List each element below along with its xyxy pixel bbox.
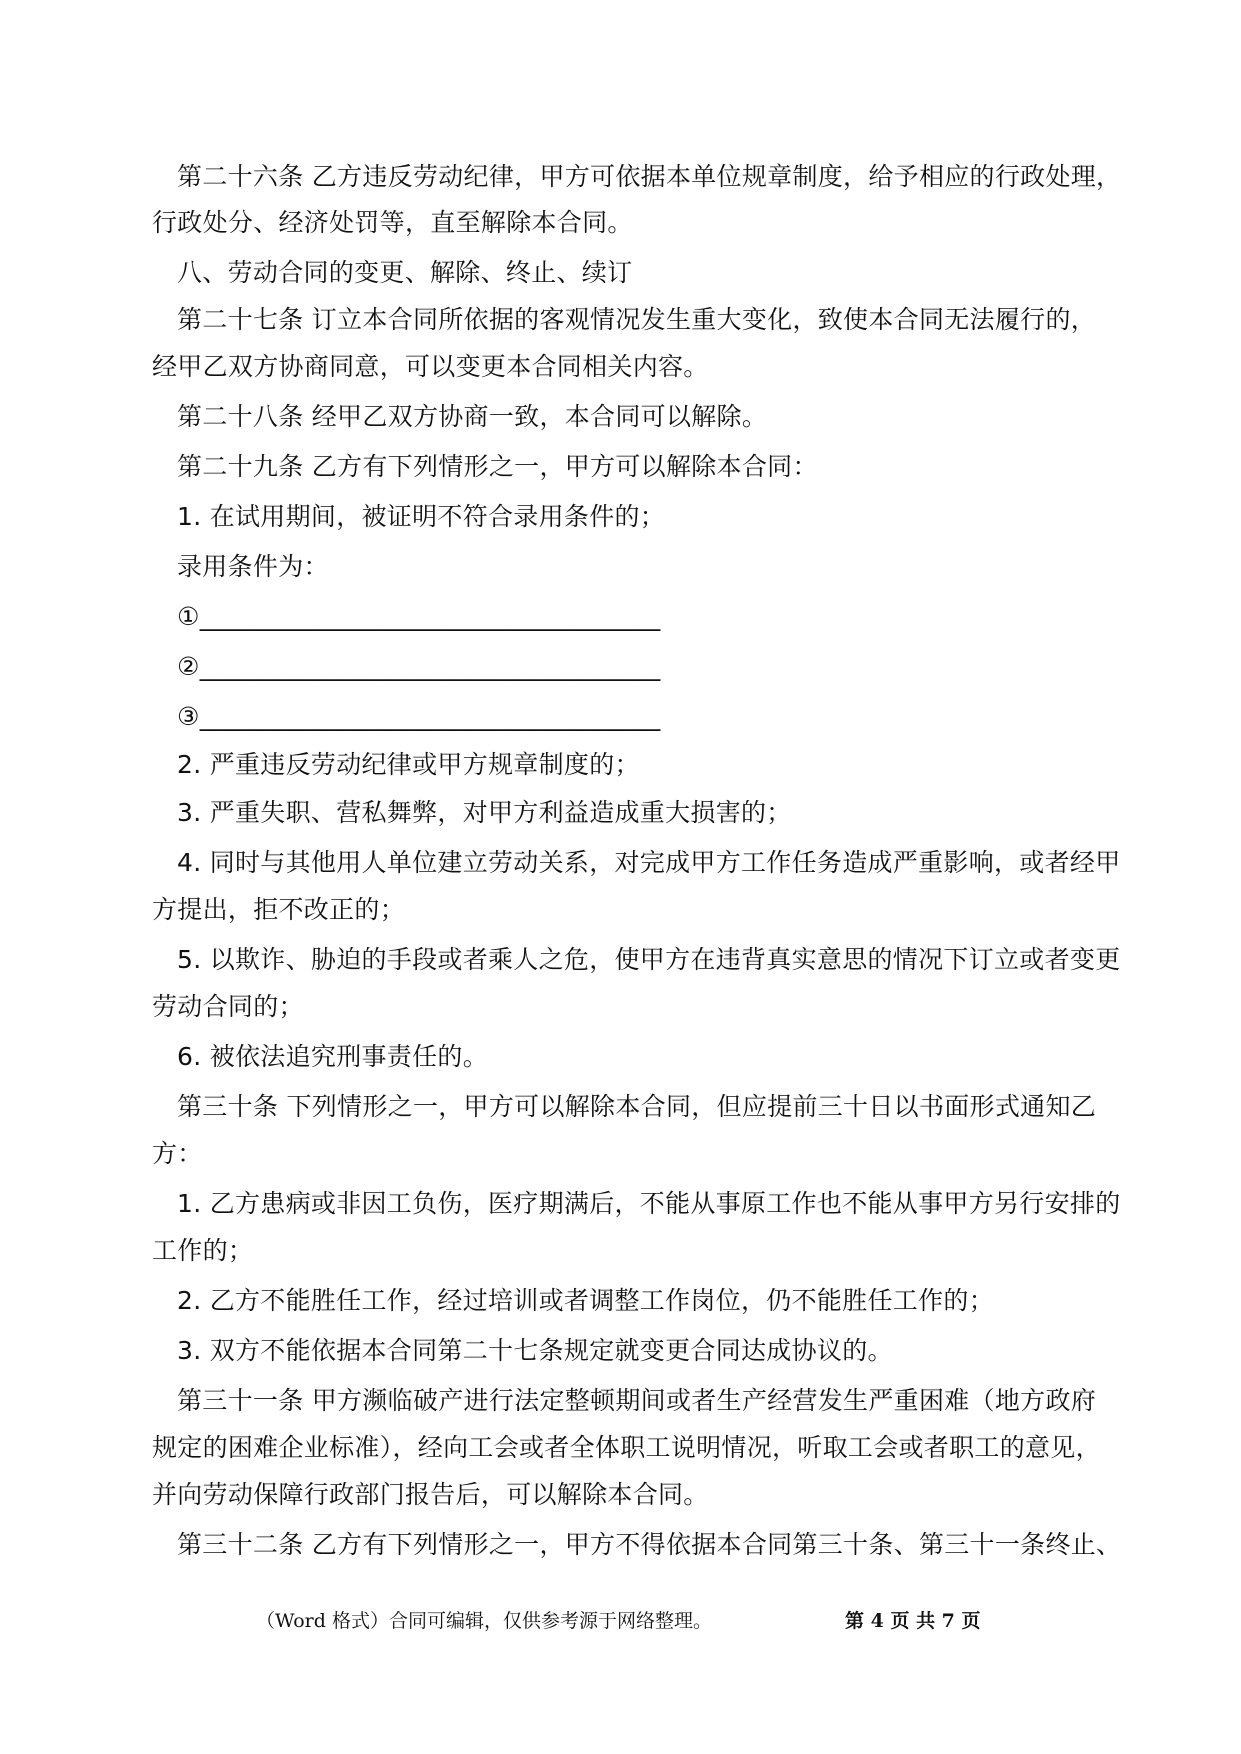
paragraph-line: 第二十六条 乙方违反劳动纪律，甲方可依据本单位规章制度，给予相应的行政处理， <box>177 162 1122 191</box>
blank-fill-line: ②____________________________________ <box>177 652 661 681</box>
footer-note: （Word 格式）合同可编辑，仅供参考源于网络整理。 <box>256 1610 712 1632</box>
page-number: 第 4 页 共 7 页 <box>845 1610 981 1632</box>
paragraph-line: 行政处分、经济处罚等，直至解除本合同。 <box>152 208 633 237</box>
paragraph-line: 第二十九条 乙方有下列情形之一，甲方可以解除本合同： <box>177 452 818 481</box>
paragraph-line: 第三十条 下列情形之一，甲方可以解除本合同，但应提前三十日以书面形式通知乙 <box>177 1092 1097 1121</box>
paragraph-line: 第三十二条 乙方有下列情形之一，甲方不得依据本合同第三十条、第三十一条终止、 <box>177 1530 1122 1559</box>
blank-fill-line: ③____________________________________ <box>177 702 661 731</box>
list-item: 4. 同时与其他用人单位建立劳动关系，对完成甲方工作任务造成严重影响，或者经甲 <box>177 848 1121 877</box>
section-heading: 八、劳动合同的变更、解除、终止、续订 <box>177 258 633 287</box>
list-item: 3. 双方不能依据本合同第二十七条规定就变更合同达成协议的。 <box>177 1336 893 1365</box>
paragraph-line: 规定的困难企业标准），经向工会或者全体职工说明情况，听取工会或者职工的意见， <box>152 1433 1101 1462</box>
list-item: 2. 严重违反劳动纪律或甲方规章制度的； <box>177 750 640 779</box>
list-item: 1. 在试用期间，被证明不符合录用条件的； <box>177 502 666 531</box>
list-item: 6. 被依法追究刑事责任的。 <box>177 1042 489 1071</box>
paragraph-line: 工作的； <box>152 1236 254 1265</box>
paragraph-line: 经甲乙双方协商同意，可以变更本合同相关内容。 <box>152 352 709 381</box>
list-item: 3. 严重失职、营私舞弊，对甲方利益造成重大损害的； <box>177 798 792 827</box>
paragraph-line: 劳动合同的； <box>152 992 304 1021</box>
paragraph-line: 第二十八条 经甲乙双方协商一致，本合同可以解除。 <box>177 402 768 431</box>
paragraph-line: 第二十七条 订立本合同所依据的客观情况发生重大变化，致使本合同无法履行的， <box>177 305 1097 334</box>
paragraph-line: 第三十一条 甲方濒临破产进行法定整顿期间或者生产经营发生严重困难（地方政府 <box>177 1386 1097 1415</box>
paragraph-line: 并向劳动保障行政部门报告后，可以解除本合同。 <box>152 1480 709 1509</box>
list-item: 1. 乙方患病或非因工负伤，医疗期满后，不能从事原工作也不能从事甲方另行安排的 <box>177 1189 1121 1218</box>
paragraph-line: 方提出，拒不改正的； <box>152 895 406 924</box>
list-item: 5. 以欺诈、胁迫的手段或者乘人之危，使甲方在违背真实意思的情况下订立或者变更 <box>177 945 1121 974</box>
paragraph-line: 录用条件为： <box>177 552 329 581</box>
blank-fill-line: ①____________________________________ <box>177 602 661 631</box>
paragraph-line: 方： <box>152 1139 203 1168</box>
list-item: 2. 乙方不能胜任工作，经过培训或者调整工作岗位，仍不能胜任工作的； <box>177 1286 995 1315</box>
